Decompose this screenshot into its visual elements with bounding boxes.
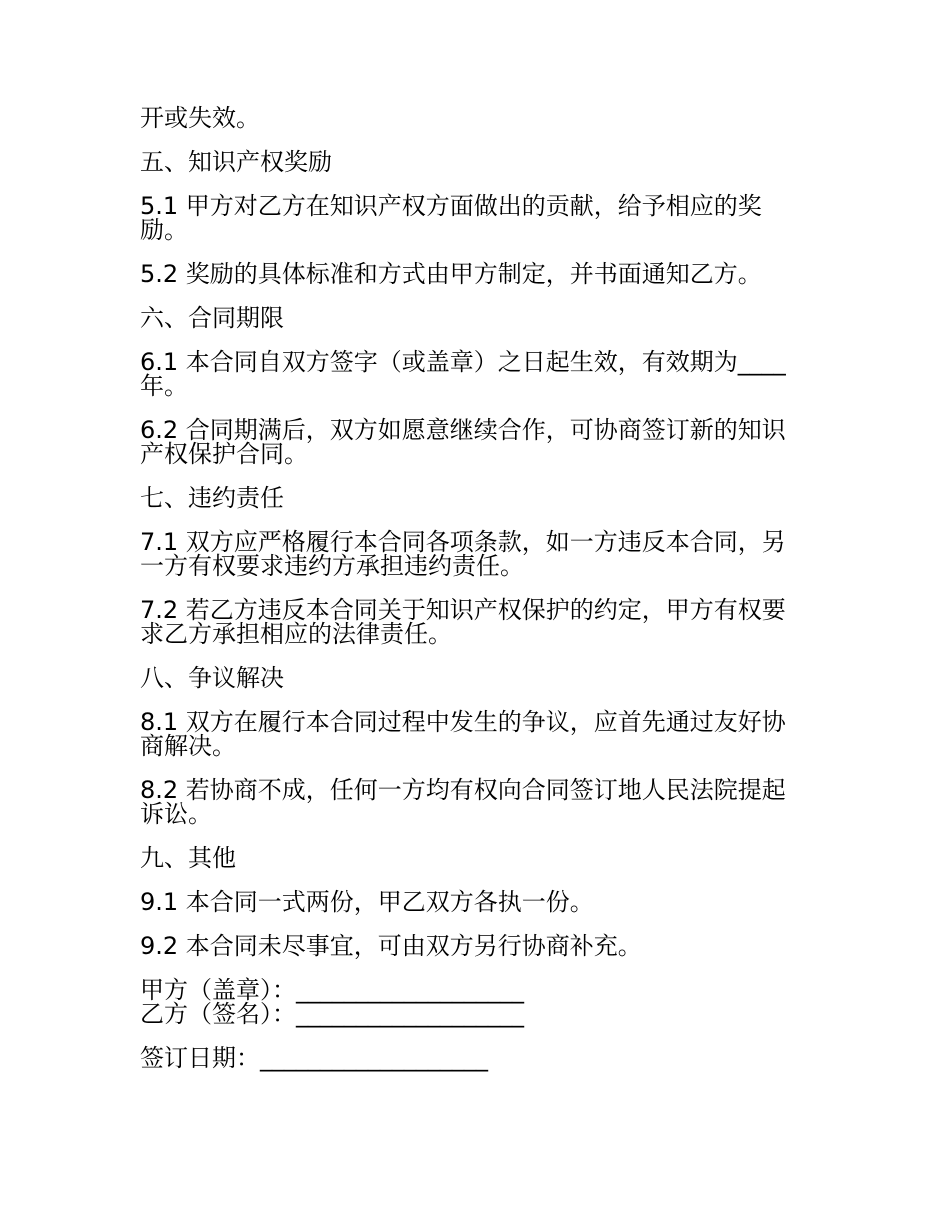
- clause-5-1: 5.1 甲方对乙方在知识产权方面做出的贡献，给予相应的奖励。: [140, 192, 762, 244]
- clause-9-2: 9.2 本合同未尽事宜，可由双方另行协商补充。: [140, 932, 642, 960]
- clause-7-2: 7.2 若乙方违反本合同关于知识产权保护的约定，甲方有权要求乙方承担相应的法律责任。: [140, 596, 786, 648]
- clause-5-2: 5.2 奖励的具体标准和方式由甲方制定，并书面通知乙方。: [140, 260, 762, 288]
- section-heading-8: 八、争议解决: [140, 664, 284, 692]
- clause-6-1: 6.1 本合同自双方签字（或盖章）之日起生效，有效期为____年。: [140, 348, 786, 400]
- clause-6-2: 6.2 合同期满后，双方如愿意继续合作，可协商签订新的知识产权保护合同。: [140, 416, 786, 468]
- section-heading-7: 七、违约责任: [140, 484, 284, 512]
- clause-8-2: 8.2 若协商不成，任何一方均有权向合同签订地人民法院提起诉讼。: [140, 776, 786, 828]
- clause-8-1: 8.1 双方在履行本合同过程中发生的争议，应首先通过友好协商解决。: [140, 708, 786, 760]
- clause-7-1: 7.1 双方应严格履行本合同各项条款，如一方违反本合同，另一方有权要求违约方承担违约责任。: [140, 528, 786, 580]
- section-heading-9: 九、其他: [140, 844, 236, 872]
- section-heading-5: 五、知识产权奖励: [140, 148, 332, 176]
- section-heading-6: 六、合同期限: [140, 304, 284, 332]
- clause-9-1: 9.1 本合同一式两份，甲乙双方各执一份。: [140, 888, 594, 916]
- signature-block: [140, 978, 808, 1070]
- paragraph-continuation: 开或失效。: [140, 104, 260, 132]
- signing-date-line: 签订日期：___________________: [140, 1044, 488, 1072]
- party-b-signature-line: 乙方（签名）：___________________: [140, 1000, 524, 1028]
- party-a-signature-line: 甲方（盖章）：___________________: [140, 976, 524, 1004]
- contract-page: [140, 106, 808, 1070]
